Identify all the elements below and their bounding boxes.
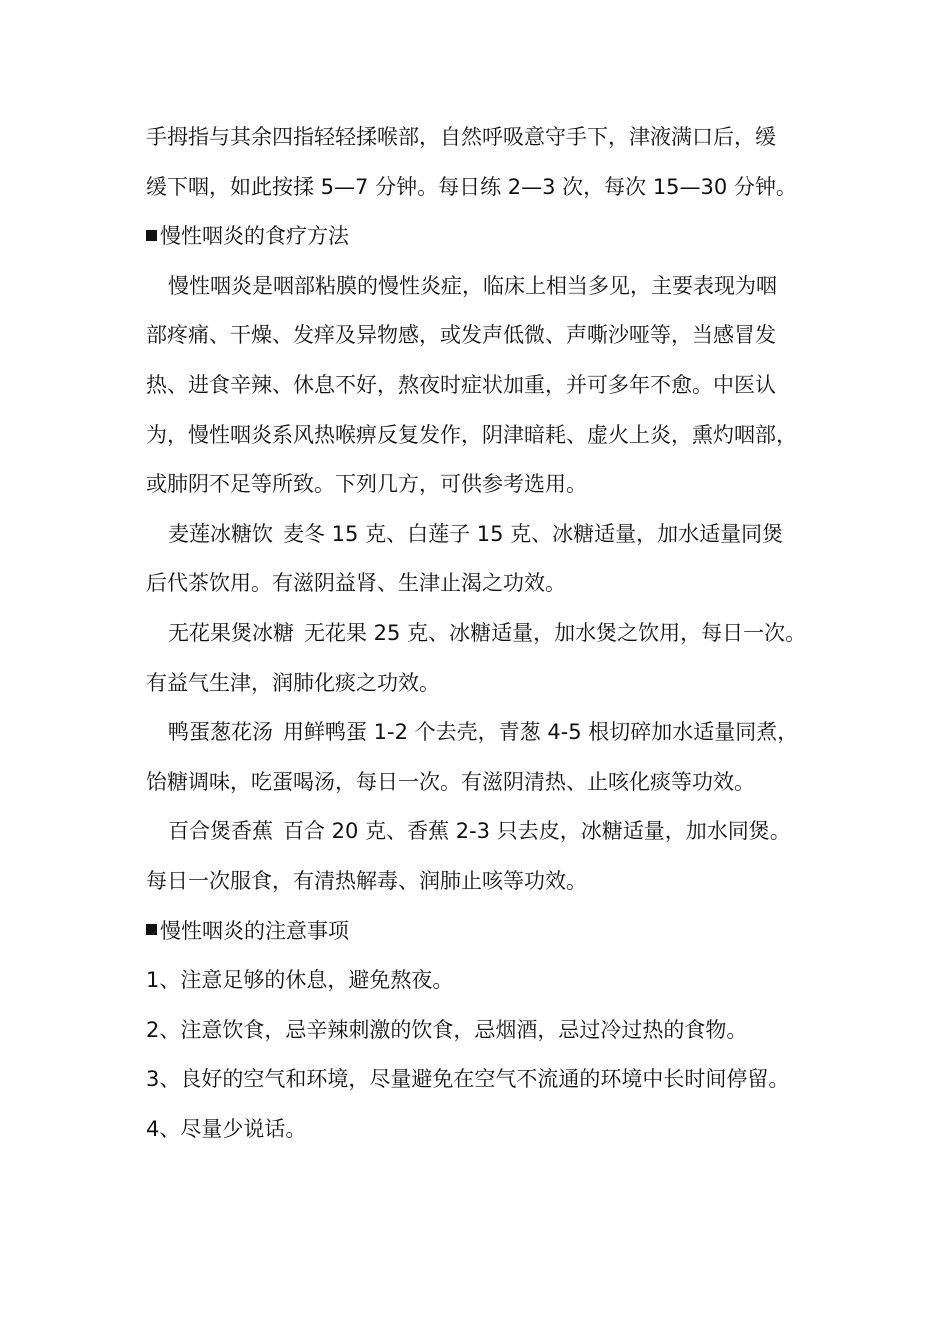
overview-line: 慢性咽炎是咽部粘膜的慢性炎症，临床上相当多见，主要表现为咽 [168,273,777,298]
diet-section-heading [146,212,811,262]
note-item: 1、注意足够的休息，避免熬夜。 [146,968,454,993]
square-bullet-icon [146,924,157,935]
note-item: 3、良好的空气和环境，尽量避免在空气不流通的环境中长时间停留。 [146,1067,790,1092]
recipe-first-line [146,609,811,659]
recipe-name: 鸭蛋葱花汤 [168,720,273,745]
document-body [146,113,811,1154]
recipe-first-line [146,510,811,560]
recipe-text: 用鲜鸭蛋 1-2 个去壳，青葱 4-5 根切碎加水适量同煮， [283,720,799,745]
square-bullet-icon [146,230,157,241]
recipe-line: 饴糖调味，吃蛋喝汤，每日一次。有滋阴清热、止咳化痰等功效。 [146,769,755,794]
recipe-line: 后代茶饮用。有滋阴益肾、生津止渴之功效。 [146,571,566,596]
recipe-text: 麦冬 15 克、白莲子 15 克、冰糖适量，加水适量同煲 [283,521,784,546]
recipe-name: 麦莲冰糖饮 [168,521,273,546]
overview-line: 为，慢性咽炎系风热喉痹反复发作，阴津暗耗、虚火上炎，熏灼咽部， [146,422,797,447]
overview-line: 热、进食辛辣、休息不好，熬夜时症状加重，并可多年不愈。中医认 [146,372,776,397]
overview-line: 或肺阴不足等所致。下列几方，可供参考选用。 [146,472,587,497]
notes-section-heading [146,907,811,957]
overview-line: 部疼痛、干燥、发痒及异物感，或发声低微、声嘶沙哑等，当感冒发 [146,323,776,348]
recipe-line: 有益气生津，润肺化痰之功效。 [146,670,440,695]
diet-heading-text: 慢性咽炎的食疗方法 [160,224,349,249]
note-item: 2、注意饮食，忌辛辣刺激的饮食，忌烟酒，忌过冷过热的食物。 [146,1017,748,1042]
recipe-first-line [146,807,811,857]
recipe-first-line [146,708,811,758]
intro-line: 缓下咽，如此按揉 5—7 分钟。每日练 2—3 次，每次 15—30 分钟。 [146,174,797,199]
notes-heading-text: 慢性咽炎的注意事项 [160,918,349,943]
note-item: 4、尽量少说话。 [146,1116,307,1141]
recipe-text: 百合 20 克、香蕉 2-3 只去皮，冰糖适量，加水同煲。 [283,819,791,844]
recipe-text: 无花果 25 克、冰糖适量，加水煲之饮用，每日一次。 [304,620,807,645]
recipe-line: 每日一次服食，有清热解毒、润肺止咳等功效。 [146,868,587,893]
intro-line: 手拇指与其余四指轻轻揉喉部，自然呼吸意守手下，津液满口后，缓 [146,125,776,149]
recipe-name: 百合煲香蕉 [168,819,273,844]
recipe-name: 无花果煲冰糖 [168,620,294,645]
